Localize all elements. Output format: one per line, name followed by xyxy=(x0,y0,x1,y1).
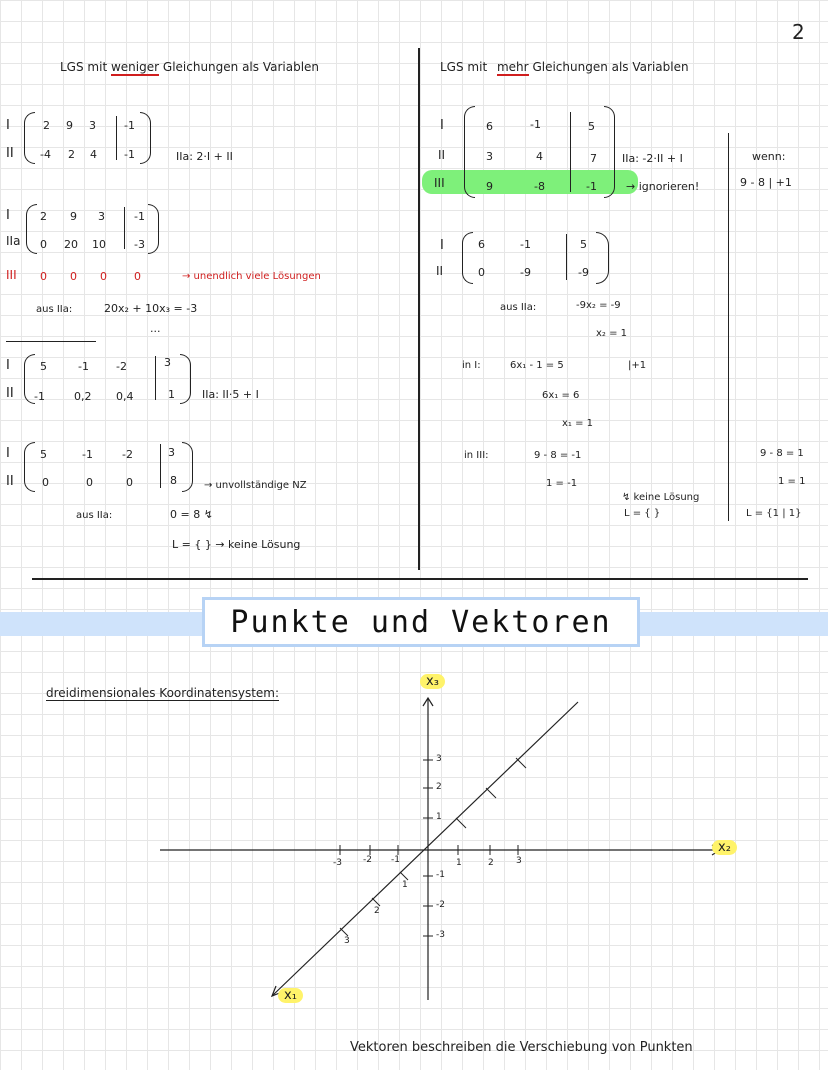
equation-note: |+1 xyxy=(628,360,647,371)
cell: -2 xyxy=(116,360,127,373)
x3-axis-label: x₃ xyxy=(420,674,445,689)
cell: 2 xyxy=(43,119,50,132)
cell: 0 xyxy=(40,270,47,283)
equation: 9 - 8 = -1 xyxy=(534,450,582,461)
x1-tick xyxy=(486,788,496,798)
cell: 5 xyxy=(40,360,47,373)
x3-tick-label: -3 xyxy=(436,930,445,940)
equation: 6x₁ = 6 xyxy=(542,390,580,401)
row-label: IIa xyxy=(6,234,21,248)
row-label: I xyxy=(6,446,10,461)
cell: 0 xyxy=(40,238,47,251)
side-equation: 1 = 1 xyxy=(778,476,806,487)
cell: -9 xyxy=(578,266,589,279)
cell: 0 xyxy=(42,476,49,489)
no-solution-note: ↯ keine Lösung xyxy=(622,492,700,503)
cell: 0 xyxy=(100,270,107,283)
cell: 0,4 xyxy=(116,390,134,403)
footer-note: Vektoren beschreiben die Verschiebung von Punkten xyxy=(350,1040,693,1055)
row-label: I xyxy=(440,118,444,133)
row-label: II xyxy=(6,386,14,401)
cell: 9 xyxy=(486,180,493,193)
cell: -1 xyxy=(520,238,531,251)
cell: 1 xyxy=(168,388,175,401)
cell: -9 xyxy=(520,266,531,279)
cell: 5 xyxy=(588,120,595,133)
from-label: aus IIa: xyxy=(76,510,113,521)
in-label: in I: xyxy=(462,360,481,371)
cell: -4 xyxy=(40,148,51,161)
row-label: I xyxy=(6,118,10,133)
row-label: III xyxy=(434,176,445,190)
cell: -1 xyxy=(124,119,135,132)
cell: -2 xyxy=(122,448,133,461)
row-label: II xyxy=(438,148,446,162)
x2-tick-label: 2 xyxy=(488,858,494,868)
x1-axis xyxy=(272,702,578,996)
equation: -9x₂ = -9 xyxy=(576,300,621,311)
row-label: I xyxy=(6,358,10,373)
cell: 0 xyxy=(126,476,133,489)
cell: 2 xyxy=(68,148,75,161)
x1-tick xyxy=(372,898,380,906)
right-heading-key: mehr xyxy=(496,60,529,74)
side-solution: L = {1 | 1} xyxy=(746,508,802,519)
x1-tick xyxy=(516,758,526,768)
x2-tick-label: 3 xyxy=(516,856,522,866)
cell: 0,2 xyxy=(74,390,92,403)
row-label: II xyxy=(6,146,14,161)
equation: x₂ = 1 xyxy=(596,328,628,339)
side-label: wenn: xyxy=(752,150,786,163)
x1-tick-label: 2 xyxy=(374,906,380,916)
x2-axis-label: x₂ xyxy=(712,840,737,855)
cell: 5 xyxy=(580,238,587,251)
x2-tick-label: -2 xyxy=(363,855,372,865)
x3-tick-label: -1 xyxy=(436,870,445,880)
operation: IIa: II·5 + I xyxy=(202,388,259,401)
x3-tick-label: 1 xyxy=(436,812,442,822)
row-label: III xyxy=(6,268,17,282)
equation: 1 = -1 xyxy=(546,478,578,489)
cell: 8 xyxy=(170,474,177,487)
cell: -1 xyxy=(134,210,145,223)
cell: 0 xyxy=(70,270,77,283)
solution: L = { } xyxy=(624,508,661,519)
from-label: aus IIa: xyxy=(36,304,73,315)
cell: 3 xyxy=(89,119,96,132)
cell: 20 xyxy=(64,238,78,251)
cell: 7 xyxy=(590,152,597,165)
cell: -1 xyxy=(78,360,89,373)
x3-tick-label: -2 xyxy=(436,900,445,910)
in-label: in III: xyxy=(464,450,489,461)
equation: 20x₂ + 10x₃ = -3 xyxy=(104,302,198,315)
x3-tick-label: 2 xyxy=(436,782,442,792)
cell: -1 xyxy=(124,148,135,161)
left-heading: LGS mit weniger Gleichungen als Variablen xyxy=(60,60,320,74)
left-heading-key: weniger xyxy=(110,60,160,74)
infinite-solutions-note: → unendlich viele Lösungen xyxy=(182,271,321,282)
ignore-note: → ignorieren! xyxy=(626,180,700,193)
cell: 3 xyxy=(168,446,175,459)
x1-tick xyxy=(340,928,348,936)
cell: 6 xyxy=(478,238,485,251)
cell: 10 xyxy=(92,238,106,251)
cell: 3 xyxy=(486,150,493,163)
x1-tick xyxy=(400,872,408,880)
cell: 6 xyxy=(486,120,493,133)
x2-tick-label: -1 xyxy=(391,855,400,865)
x3-tick-label: 3 xyxy=(436,754,442,764)
row-label: II xyxy=(6,474,14,489)
row-label: II xyxy=(436,264,444,278)
cell: 5 xyxy=(40,448,47,461)
x1-tick xyxy=(456,818,466,828)
cell: -1 xyxy=(530,118,541,131)
x1-tick-label: 1 xyxy=(402,880,408,890)
equation: 0 = 8 ↯ xyxy=(170,508,213,521)
row-label: I xyxy=(440,238,444,253)
side-equation: 9 - 8 = 1 xyxy=(760,448,804,459)
x2-tick-label: -3 xyxy=(333,858,342,868)
cell: 2 xyxy=(40,210,47,223)
cell: 0 xyxy=(86,476,93,489)
cell: 3 xyxy=(164,356,171,369)
row-label: I xyxy=(6,208,10,223)
cell: 9 xyxy=(70,210,77,223)
x2-tick-label: 1 xyxy=(456,858,462,868)
cell: 9 xyxy=(66,119,73,132)
cell: 0 xyxy=(134,270,141,283)
x1-axis-label: x₁ xyxy=(278,988,303,1003)
from-label: aus IIa: xyxy=(500,302,537,313)
cell: 3 xyxy=(98,210,105,223)
x1-tick-label: 3 xyxy=(344,936,350,946)
cell: -3 xyxy=(134,238,145,251)
cell: 4 xyxy=(536,150,543,163)
cell: -1 xyxy=(82,448,93,461)
cell: 0 xyxy=(478,266,485,279)
page-title: Punkte und Vektoren xyxy=(230,604,612,640)
page-number: 2 xyxy=(792,20,805,44)
right-heading: LGS mit mehr Gleichungen als Variablen xyxy=(440,60,689,74)
equation: x₁ = 1 xyxy=(562,418,594,429)
subheading: dreidimensionales Koordinatensystem: xyxy=(46,686,280,700)
operation: IIa: -2·II + I xyxy=(622,152,683,165)
incomplete-note: → unvollständige NZ xyxy=(204,480,307,491)
cell: -1 xyxy=(586,180,597,193)
side-equation: 9 - 8 | +1 xyxy=(740,176,792,189)
equation: 6x₁ - 1 = 5 xyxy=(510,360,564,371)
operation: IIa: 2·I + II xyxy=(176,150,233,163)
solution: L = { } → keine Lösung xyxy=(172,538,301,551)
cell: -1 xyxy=(34,390,45,403)
cell: 4 xyxy=(90,148,97,161)
ellipsis: ... xyxy=(150,322,161,335)
cell: -8 xyxy=(534,180,545,193)
